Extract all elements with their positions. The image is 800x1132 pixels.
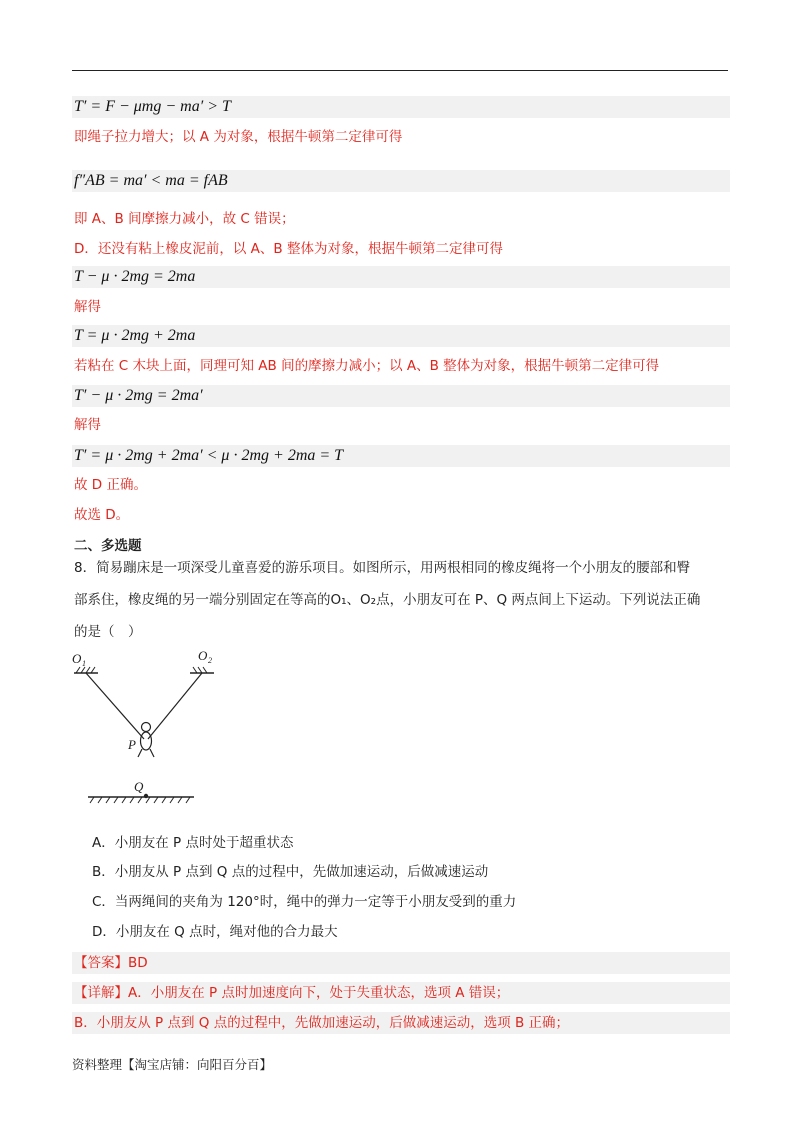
explanation-line: 即绳子拉力增大；以 A 为对象，根据牛顿第二定律可得 bbox=[74, 129, 403, 145]
explanation-line: 【详解】A．小朋友在 P 点时加速度向下，处于失重状态，选项 A 错误； bbox=[72, 982, 730, 1004]
equation-line: T = μ · 2mg + 2ma bbox=[72, 325, 730, 347]
label-o1: O bbox=[72, 651, 82, 666]
explanation-line: 若粘在 C 木块上面，同理可知 AB 间的摩擦力减小；以 A、B 整体为对象，根据牛顿第二定律可得 bbox=[74, 358, 660, 374]
explanation-line: B．小朋友从 P 点到 Q 点的过程中，先做加速运动，后做减速运动，选项 B 正确； bbox=[72, 1012, 730, 1034]
equation-t-prime: T′ = F − μmg − ma′ > T bbox=[72, 96, 730, 118]
option-a: A．小朋友在 P 点时处于超重状态 bbox=[92, 835, 294, 851]
option-d: D．小朋友在 Q 点时，绳对他的合力最大 bbox=[92, 924, 338, 940]
label-p: P bbox=[128, 737, 136, 752]
label-q: Q bbox=[134, 779, 144, 794]
label-o1-sub: 1 bbox=[82, 659, 86, 668]
equation-line: T′ = μ · 2mg + 2ma′ < μ · 2mg + 2ma = T bbox=[72, 445, 730, 467]
question-text: 部系住，橡皮绳的另一端分别固定在等高的O₁、O₂点，小朋友可在 P、Q 两点间上下运动。下列说法正确 bbox=[74, 592, 701, 608]
equation-line: T − μ · 2mg = 2ma bbox=[72, 266, 730, 288]
option-b: B．小朋友从 P 点到 Q 点的过程中，先做加速运动，后做减速运动 bbox=[92, 864, 489, 880]
bungee-figure bbox=[66, 645, 212, 805]
option-c: C．当两绳间的夹角为 120°时，绳中的弹力一定等于小朋友受到的重力 bbox=[92, 894, 517, 910]
label-o2-sub: 2 bbox=[208, 656, 212, 665]
section-title: 二、多选题 bbox=[74, 538, 142, 554]
explanation-line: D．还没有粘上橡皮泥前，以 A、B 整体为对象，根据牛顿第二定律可得 bbox=[74, 241, 503, 257]
equation-line: T′ − μ · 2mg = 2ma′ bbox=[72, 385, 730, 407]
equation-friction: f″AB = ma′ < ma = fAB bbox=[72, 170, 730, 192]
label-o2: O bbox=[198, 648, 208, 663]
header-rule bbox=[72, 70, 728, 71]
explanation-line: 即 A、B 间摩擦力减小，故 C 错误； bbox=[74, 211, 295, 227]
footer-text: 资料整理【淘宝店铺：向阳百分百】 bbox=[72, 1057, 273, 1072]
question-text: 的是（ ） bbox=[74, 624, 142, 640]
explanation-line: 解得 bbox=[74, 299, 101, 315]
explanation-line: 故 D 正确。 bbox=[74, 477, 147, 493]
answer-line: 【答案】BD bbox=[72, 952, 730, 974]
explanation-line: 解得 bbox=[74, 417, 101, 433]
explanation-line: 故选 D。 bbox=[74, 507, 130, 523]
question-text: 8．简易蹦床是一项深受儿童喜爱的游乐项目。如图所示，用两根相同的橡皮绳将一个小朋友的腰部和臀 bbox=[74, 560, 691, 576]
